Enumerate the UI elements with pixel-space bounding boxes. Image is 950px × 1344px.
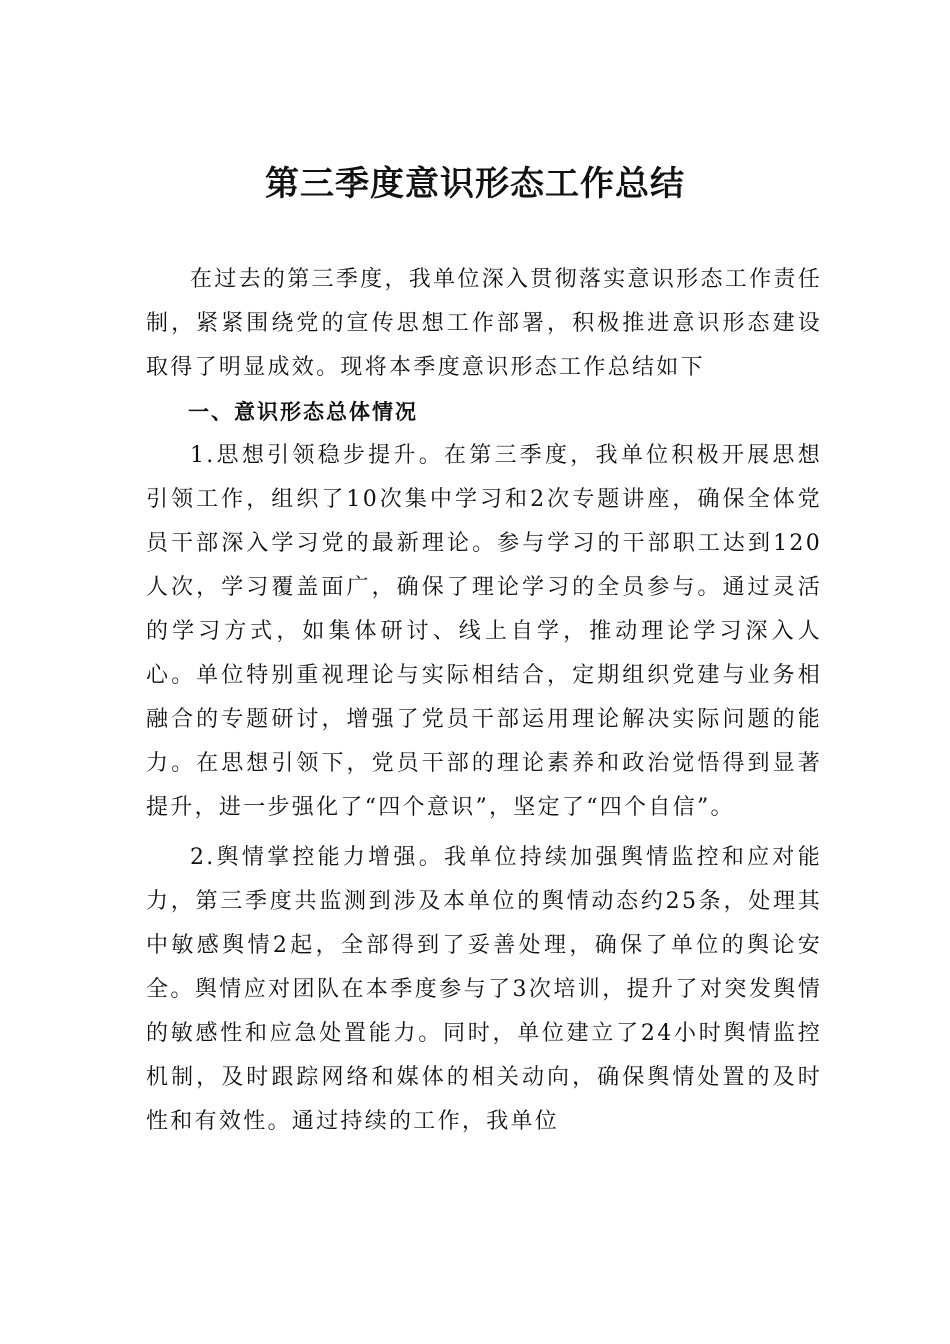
item-1-paragraph: 1.思想引领稳步提升。在第三季度，我单位积极开展思想引领工作，组织了10次集中学习和2次专题讲座，确保全体党员干部深入学习党的最新理论。参与学习的干部职工达到120人次，学习覆盖面广，确保了理论学习的全员参与。通过灵活的学习方式，如集体研讨、线上自学，推动理论学习深入人心。单位特别重视理论与实际相结合，定期组织党建与业务相融合的专题研讨，增强了党员干部运用理论解决实际问题的能力。在思想引领下，党员干部的理论素养和政治觉悟得到显著提升，进一步强化了“四个意识”，坚定了“四个自信”。 <box>146 443 822 820</box>
item-2-paragraph: 2.舆情掌控能力增强。我单位持续加强舆情监控和应对能力，第三季度共监测到涉及本单位的舆情动态约25条，处理其中敏感舆情2起，全部得到了妥善处理，确保了单位的舆论安全。舆情应对团队在本季度参与了3次培训，提升了对突发舆情的敏感性和应急处置能力。同时，单位建立了24小时舆情监控机制，及时跟踪网络和媒体的相关动向，确保舆情处置的及时性和有效性。通过持续的工作，我单位 <box>146 845 822 1134</box>
section-heading: 一、意识形态总体情况 <box>188 400 418 424</box>
intro-paragraph: 在过去的第三季度，我单位深入贯彻落实意识形态工作责任制，紧紧围绕党的宣传思想工作部署，积极推进意识形态建设取得了明显成效。现将本季度意识形态工作总结如下 <box>146 267 822 380</box>
document-title: 第三季度意识形态工作总结 <box>265 164 685 204</box>
document-body <box>146 258 822 1144</box>
